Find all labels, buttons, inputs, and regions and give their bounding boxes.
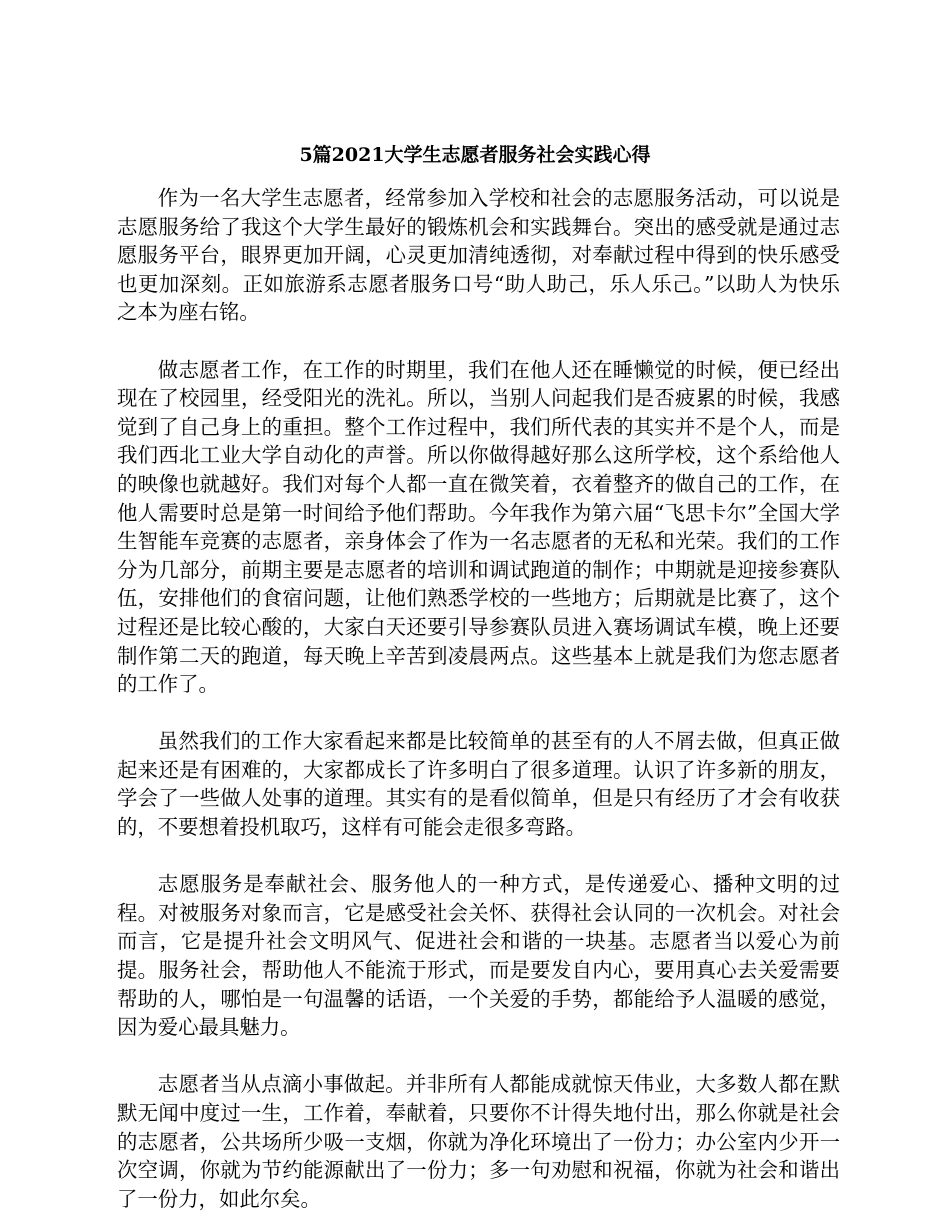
document-body <box>117 184 840 1213</box>
paragraph-3: 虽然我们的工作大家看起来都是比较简单的甚至有的人不屑去做，但真正做起来还是有困难的，大家都成长了许多明白了很多道理。认识了许多新的朋友，学会了一些做人处事的道理。其实有的是看似简单，但是只有经历了才会有收获的，不要想着投机取巧，这样有可能会走很多弯路。 <box>117 729 840 840</box>
paragraph-5: 志愿者当从点滴小事做起。并非所有人都能成就惊天伟业，大多数人都在默默无闻中度过一生，工作着，奉献着，只要你不计得失地付出，那么你就是社会的志愿者，公共场所少吸一支烟，你就为净化环境出了一份力；办公室内少开一次空调，你就为节约能源献出了一份力；多一句劝慰和祝福，你就为社会和谐出了一份力，如此尔矣。 <box>117 1072 840 1211</box>
paragraph-1: 作为一名大学生志愿者，经常参加入学校和社会的志愿服务活动，可以说是志愿服务给了我这个大学生最好的锻炼机会和实践舞台。突出的感受就是通过志愿服务平台，眼界更加开阔，心灵更加清纯透彻，对奉献过程中得到的快乐感受也更加深刻。正如旅游系志愿者服务口号“助人助己，乐人乐己。”以助人为快乐之本为座右铭。 <box>117 186 840 325</box>
paragraph-4: 志愿服务是奉献社会、服务他人的一种方式，是传递爱心、播种文明的过程。对被服务对象而言，它是感受社会关怀、获得社会认同的一次机会。对社会而言，它是提升社会文明风气、促进社会和谐的一块基。志愿者当以爱心为前提。服务社会，帮助他人不能流于形式，而是要发自内心，要用真心去关爱需要帮助的人，哪怕是一句温馨的话语，一个关爱的手势，都能给予人温暖的感觉，因为爱心最具魅力。 <box>117 872 840 1040</box>
paragraph-2: 做志愿者工作，在工作的时期里，我们在他人还在睡懒觉的时候，便已经出现在了校园里，经受阳光的洗礼。所以，当别人问起我们是否疲累的时候，我感觉到了自己身上的重担。整个工作过程中，我们所代表的其实并不是个人，而是我们西北工业大学自动化的声誉。所以你做得越好那么这所学校，这个系给他人的映像也就越好。我们对每个人都一直在微笑着，衣着整齐的做自己的工作，在他人需要时总是第一时间给予他们帮助。今年我作为第六届“飞思卡尔”全国大学生智能车竞赛的志愿者，亲身体会了作为一名志愿者的无私和光荣。我们的工作分为几部分，前期主要是志愿者的培训和调试跑道的制作；中期就是迎接参赛队伍，安排他们的食宿问题，让他们熟悉学校的一些地方；后期就是比赛了，这个过程还是比较心酸的，大家白天还要引导参赛队员进入赛场调试车模，晚上还要制作第二天的跑道，每天晚上辛苦到凌晨两点。这些基本上就是我们为您志愿者的工作了。 <box>117 357 840 697</box>
document-title: 5篇2021大学生志愿者服务社会实践心得 <box>299 144 651 166</box>
